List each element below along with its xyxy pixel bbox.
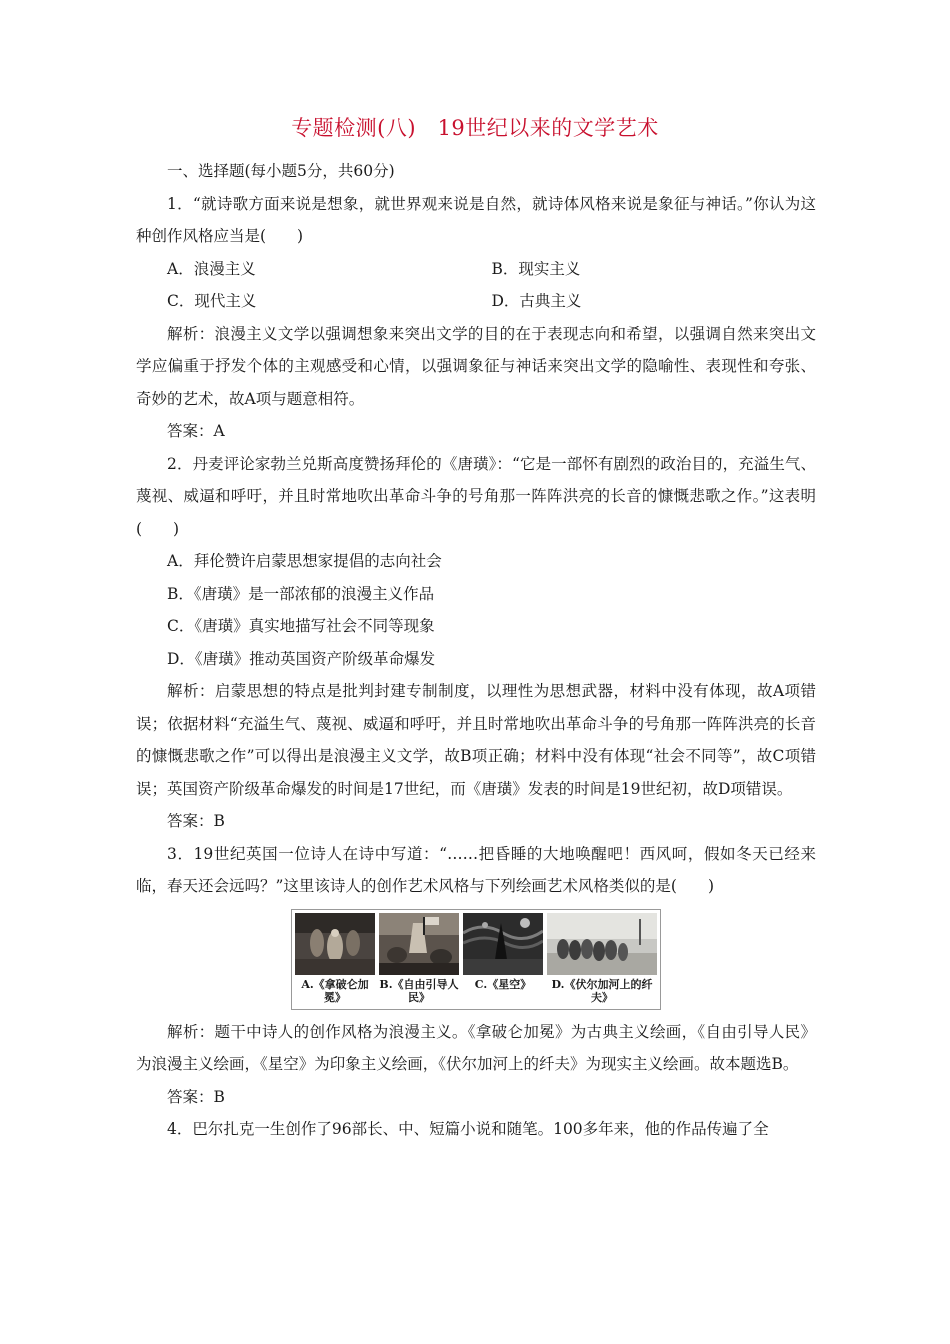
- q1-option-d: D．古典主义: [491, 292, 582, 310]
- q2-analysis: 解析：启蒙思想的特点是批判封建专制制度，以理性为思想武器，材料中没有体现，故A项错误；依据材料“充溢生气、蔑视、威逼和呼吁，并且时常地吹出革命斗争的号角那一阵阵洪亮的长音的慷慨悲歌之作”可以得出是浪漫主义文学，故B项正确；材料中没有体现“社会不同等”，故C项错误；英国资产阶级革命爆发的时间是17世纪，而《唐璜》发表的时间是19世纪初，故D项错误。: [136, 682, 816, 798]
- painting-d-caption: D.《伏尔加河上的纤夫》: [551, 977, 653, 1004]
- q1-stem: 1．“就诗歌方面来说是想象，就世界观来说是自然，就诗体风格来说是象征与神话。”你认为这种创作风格应当是( ): [136, 194, 816, 245]
- q1-analysis: 解析：浪漫主义文学以强调想象来突出文学的目的在于表现志向和希望，以强调自然来突出文学应偏重于抒发个体的主观感受和心情，以强调象征与神话来突出文学的隐喻性、表现性和夸张、奇妙的艺术，故A项与题意相符。: [136, 324, 816, 408]
- q2-option-d: D．《唐璜》推动英国资产阶级革命爆发: [167, 649, 436, 668]
- page-title: 专题检测(八) 19世纪以来的文学艺术: [291, 116, 659, 140]
- q1-answer: 答案：A: [167, 422, 225, 440]
- q3-analysis: 解析：题干中诗人的创作风格为浪漫主义。《拿破仑加冕》为古典主义绘画，《自由引导人民》为浪漫主义绘画，《星空》为印象主义绘画，《伏尔加河上的纤夫》为现实主义绘画。故本题选B。: [136, 1022, 816, 1073]
- q1-options-row-1: [136, 253, 816, 286]
- q2-option-a: A．拜伦赞许启蒙思想家提倡的志向社会: [167, 552, 442, 570]
- painting-a-caption: A.《拿破仑加冕》: [301, 977, 369, 1004]
- painting-b: [379, 913, 459, 1006]
- q2-option-c: C．《唐璜》真实地描写社会不同等现象: [167, 617, 435, 635]
- q2-option-b: B．《唐璜》是一部浓郁的浪漫主义作品: [167, 584, 435, 603]
- q4-stem: 4．巴尔扎克一生创作了96部长、中、短篇小说和随笔。100多年来，他的作品传遍了全: [167, 1120, 769, 1138]
- q3-answer: 答案：B: [167, 1087, 225, 1106]
- q1-options-row-2: [136, 285, 816, 318]
- starry-night-painting-icon: [463, 913, 543, 975]
- q1-option-c: C．现代主义: [167, 292, 257, 310]
- painting-c-caption: C.《星空》: [474, 977, 532, 991]
- q2-stem: 2．丹麦评论家勃兰兑斯高度赞扬拜伦的《唐璜》：“它是一部怀有剧烈的政治目的，充溢生气、蔑视、威逼和呼吁，并且时常地吹出革命斗争的号角那一阵阵洪亮的长音的慷慨悲歌之作。”这表明( ): [136, 454, 816, 538]
- coronation-painting-icon: [295, 913, 375, 975]
- paintings-strip: [291, 909, 661, 1010]
- painting-b-caption: B.《自由引导人民》: [379, 977, 459, 1004]
- q3-stem: 3．19世纪英国一位诗人在诗中写道：“……把昏睡的大地唤醒吧！西风呵，假如冬天已经来临，春天还会远吗？”这里该诗人的创作艺术风格与下列绘画艺术风格类似的是( ): [136, 844, 816, 895]
- q1-option-a: A．浪漫主义: [167, 259, 256, 278]
- painting-a: [295, 913, 375, 1006]
- q2-answer: 答案：B: [167, 812, 225, 830]
- document-body: [136, 155, 816, 1146]
- liberty-painting-icon: [379, 913, 459, 975]
- q1-option-b: B．现实主义: [491, 259, 581, 278]
- barge-haulers-painting-icon: [547, 913, 657, 975]
- painting-d: [547, 913, 657, 1006]
- painting-c: [463, 913, 543, 1006]
- section-heading: 一、选择题(每小题5分，共60分): [167, 162, 395, 180]
- q3-figure: [136, 909, 816, 1010]
